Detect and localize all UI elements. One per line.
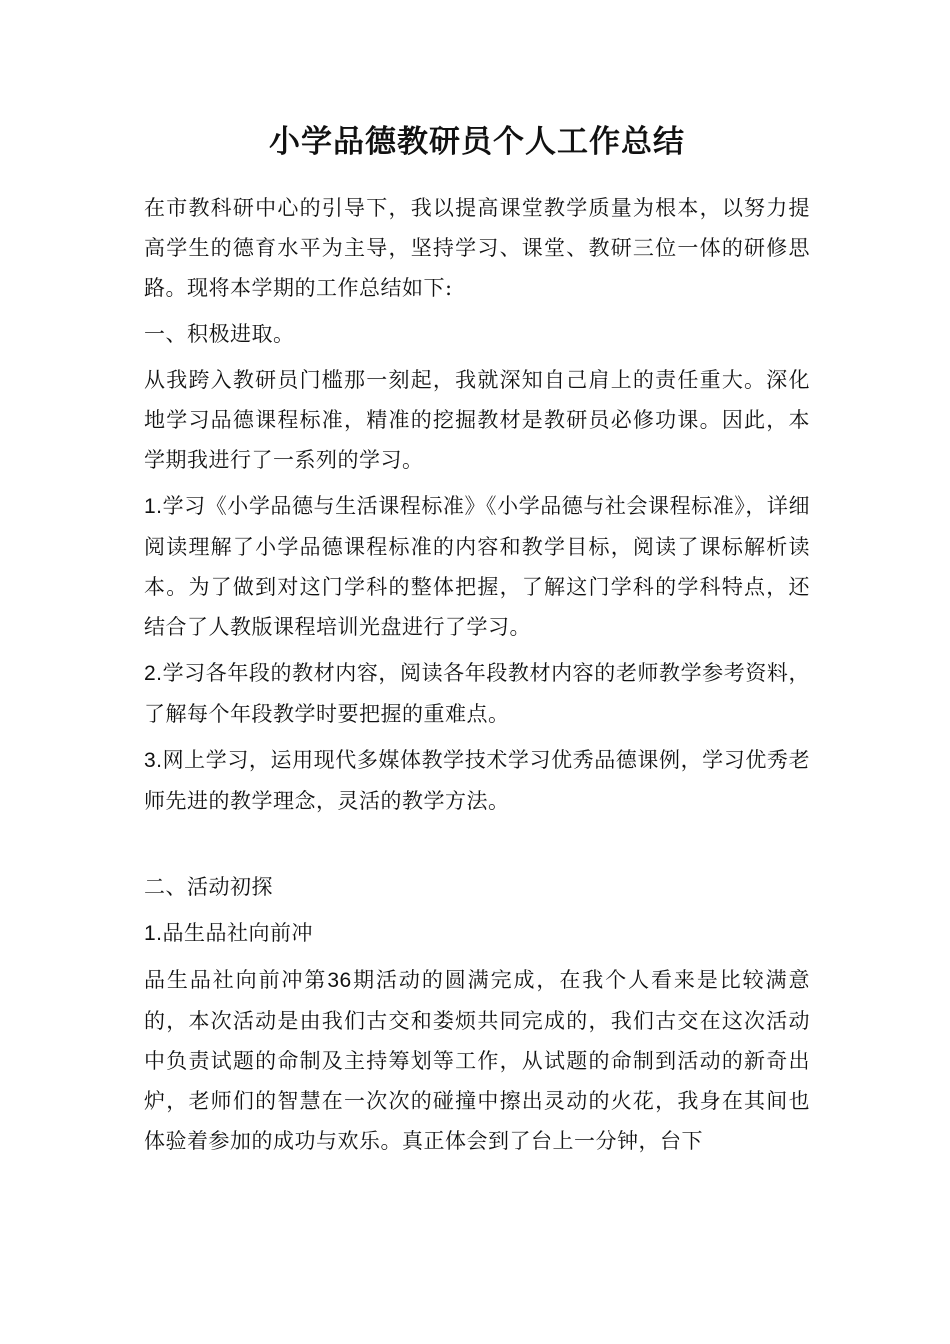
item-3-text: 网上学习，运用现代多媒体教学技术学习优秀品德课例，学习优秀老师先进的教学理念，灵活的教学方法。: [144, 748, 810, 813]
subheading-text: 品生品社向前冲: [162, 921, 314, 945]
blank-line: [144, 827, 810, 867]
section-1-heading: 一、积极进取。: [144, 322, 295, 346]
section-1-item-1: [144, 486, 810, 647]
item-1-number: 1.: [144, 495, 163, 518]
section-1-item-2: [144, 653, 810, 734]
item-3-number: 3.: [144, 749, 163, 772]
section-1-paragraph: 从我跨入教研员门槛那一刻起，我就深知自己肩上的责任重大。深化地学习品德课程标准，精准的挖掘教材是教研员必修功课。因此，本学期我进行了一系列的学习。: [144, 368, 810, 472]
item-2-text: 学习各年段的教材内容，阅读各年段教材内容的老师教学参考资料，了解每个年段教学时要把握的重难点。: [144, 661, 810, 726]
section-2-heading: 二、活动初探: [144, 875, 273, 899]
section-2-subheading: [144, 913, 810, 954]
section-1-item-3: [144, 740, 810, 821]
document-body: [144, 122, 810, 1167]
subheading-number: 1.: [144, 922, 163, 945]
document-title: 小学品德教研员个人工作总结: [269, 124, 685, 160]
section-2-paragraph: [144, 960, 810, 1161]
para-issue-number: 36: [327, 969, 352, 992]
intro-paragraph: 在市教科研中心的引导下，我以提高课堂教学质量为根本，以努力提高学生的德育水平为主导，坚持学习、课堂、教研三位一体的研修思路。现将本学期的工作总结如下:: [144, 196, 810, 300]
item-2-number: 2.: [144, 662, 163, 685]
para-text-before-number: 品生品社向前冲第: [144, 968, 328, 992]
para-text-after-number: 期活动的圆满完成，在我个人看来是比较满意的，本次活动是由我们古交和娄烦共同完成的，我们古交在这次活动中负责试题的命制及主持筹划等工作，从试题的命制到活动的新奇出炉，老师们的智慧在一次次的碰撞中擦出灵动的火花，我身在其间也体验着参加的成功与欢乐。真正体会到了台上一分钟，台下: [144, 968, 811, 1153]
item-1-text: 学习《小学品德与生活课程标准》《小学品德与社会课程标准》，详细阅读理解了小学品德课程标准的内容和教学目标，阅读了课标解析读本。为了做到对这门学科的整体把握，了解这门学科的学科特点，还结合了人教版课程培训光盘进行了学习。: [144, 494, 810, 639]
